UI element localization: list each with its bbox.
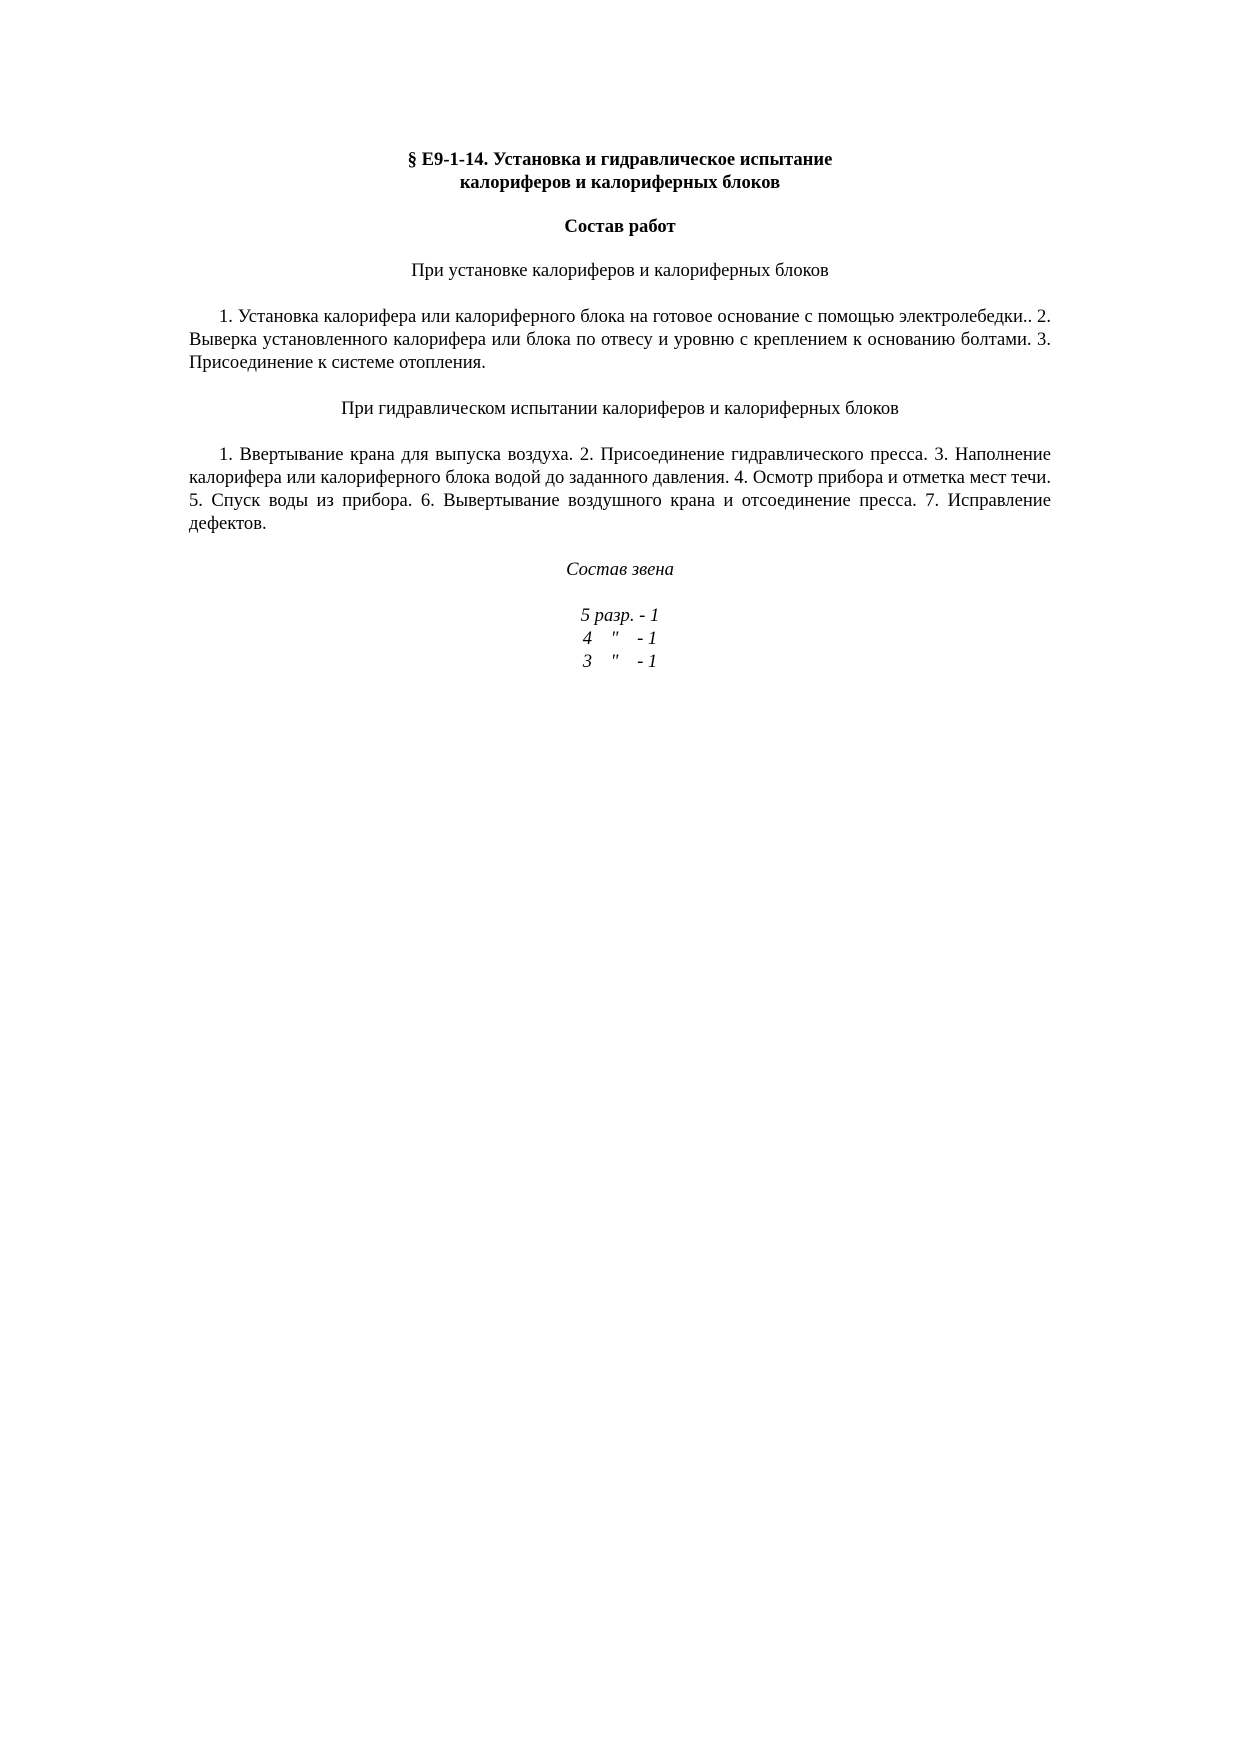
- crew-list: [189, 604, 1051, 673]
- subsection-heading-hydraulic-test: При гидравлическом испытании калориферов и калориферных блоков: [341, 398, 899, 419]
- crew-heading: Состав звена: [566, 559, 674, 580]
- subsection-heading-installation: При установке калориферов и калориферных блоков: [411, 260, 829, 281]
- document-title: [189, 148, 1051, 194]
- crew-line: 5 разр. - 1: [580, 605, 660, 626]
- title-line-2: калориферов и калориферных блоков: [459, 172, 781, 193]
- crew-line: 4 " - 1: [582, 628, 658, 649]
- crew-line: 3 " - 1: [582, 651, 658, 672]
- document-page: [189, 148, 1051, 673]
- subsection-text-installation: 1. Установка калорифера или калориферного блока на готовое основание с помощью электролебедки.. 2. Выверка установленного калорифера или блока по отвесу и уровню с креплением к основанию болтами. 3. Присоединение к системе отопления.: [189, 306, 1051, 373]
- title-line-1: § Е9-1-14. Установка и гидравлическое испытание: [407, 149, 833, 170]
- section-heading: Состав работ: [564, 216, 676, 237]
- subsection-text-hydraulic-test: 1. Ввертывание крана для выпуска воздуха. 2. Присоединение гидравлического пресса. 3. Наполнение калорифера или калориферного блока водой до заданного давления. 4. Осмотр прибора и отметка мест течи. 5. Спуск воды из прибора. 6. Вывертывание воздушного крана и отсоединение пресса. 7. Исправление дефектов.: [189, 444, 1051, 534]
